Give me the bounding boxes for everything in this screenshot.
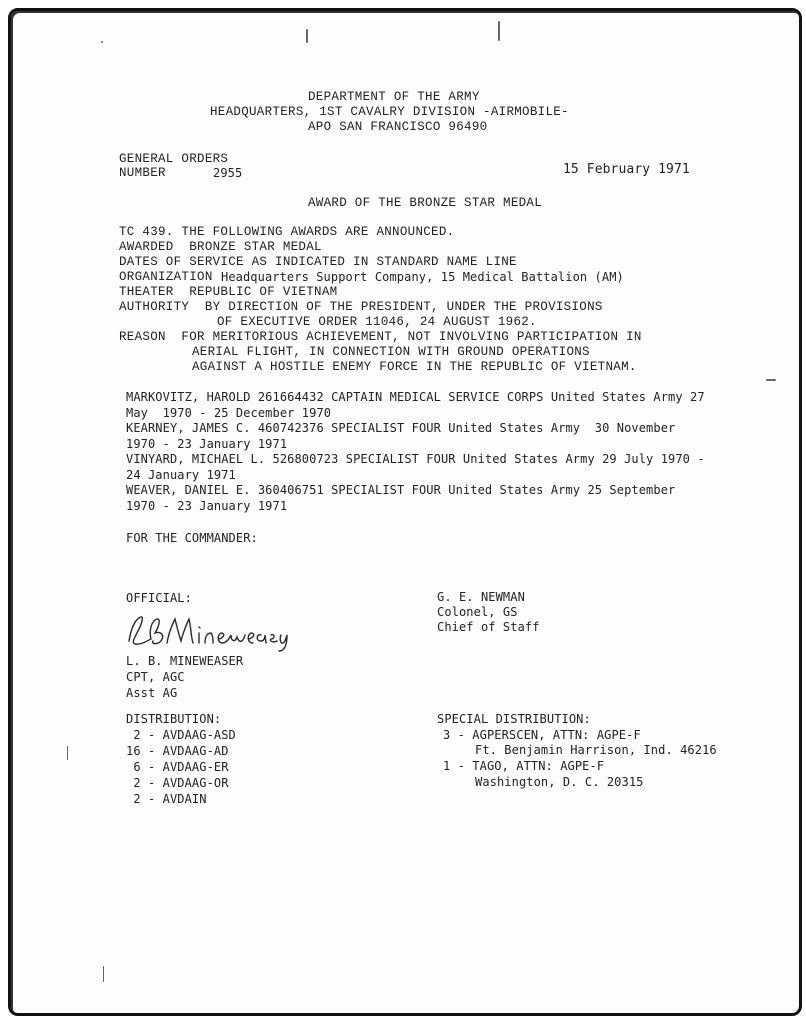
recipient-line: 1970 - 23 January 1971 [126, 499, 288, 513]
theater-line: THEATER REPUBLIC OF VIETNAM [119, 285, 338, 299]
order-title: AWARD OF THE BRONZE STAR MEDAL [308, 196, 543, 210]
special-distribution-label: SPECIAL DISTRIBUTION: [437, 712, 591, 726]
organization-label: ORGANIZATION [119, 270, 213, 284]
official-name: L. B. MINEWEASER [126, 654, 244, 668]
tc-line: TC 439. THE FOLLOWING AWARDS ARE ANNOUNCED. [119, 225, 455, 239]
recipient-line: 24 January 1971 [126, 468, 236, 482]
authority-line-2: OF EXECUTIVE ORDER 11046, 24 AUGUST 1962. [217, 315, 537, 329]
scan-speck [101, 41, 103, 43]
recipient-line: KEARNEY, JAMES C. 460742376 SPECIALIST FOUR United States Army 30 November [126, 421, 676, 435]
recipient-line: VINYARD, MICHAEL L. 526800723 SPECIALIST FOUR United States Army 29 July 1970 - [126, 452, 705, 466]
distribution-item: 2 - AVDAAG-OR [126, 776, 229, 790]
organization-value: Headquarters Support Company, 15 Medical Battalion (AM) [221, 270, 624, 284]
scan-speck [766, 379, 776, 381]
scan-speck [67, 746, 68, 760]
header-apo: APO SAN FRANCISCO 96490 [308, 120, 488, 134]
commander-title: Chief of Staff [437, 620, 540, 634]
commander-rank: Colonel, GS [437, 605, 518, 619]
distribution-item: 16 - AVDAAG-AD [126, 744, 229, 758]
awarded-line: AWARDED BRONZE STAR MEDAL [119, 240, 322, 254]
document-page [8, 8, 802, 1016]
header-headquarters: HEADQUARTERS, 1ST CAVALRY DIVISION -AIRMOBILE- [210, 105, 569, 119]
scan-speck [306, 29, 308, 43]
official-title: Asst AG [126, 686, 178, 700]
recipient-line: 1970 - 23 January 1971 [126, 437, 288, 451]
special-distribution-line: 3 - AGPERSCEN, ATTN: AGPE-F [443, 728, 641, 742]
special-distribution-line: 1 - TAGO, ATTN: AGPE-F [443, 759, 605, 773]
special-distribution-line: Washington, D. C. 20315 [475, 775, 644, 789]
authority-line-1: AUTHORITY BY DIRECTION OF THE PRESIDENT, UNDER THE PROVISIONS [119, 300, 603, 314]
recipient-line: May 1970 - 25 December 1970 [126, 406, 332, 420]
official-rank: CPT, AGC [126, 670, 185, 684]
official-label: OFFICIAL: [126, 591, 192, 605]
for-commander: FOR THE COMMANDER: [126, 531, 258, 545]
number-label: NUMBER [119, 166, 166, 180]
reason-line-3: AGAINST A HOSTILE ENEMY FORCE IN THE REPUBLIC OF VIETNAM. [192, 360, 637, 374]
distribution-item: 6 - AVDAAG-ER [126, 760, 229, 774]
recipient-line: MARKOVITZ, HAROLD 261664432 CAPTAIN MEDICAL SERVICE CORPS United States Army 27 [126, 390, 705, 404]
recipient-line: WEAVER, DANIEL E. 360406751 SPECIALIST FOUR United States Army 25 September [126, 483, 676, 497]
reason-line-2: AERIAL FLIGHT, IN CONNECTION WITH GROUND OPERATIONS [192, 345, 590, 359]
scan-speck [103, 966, 104, 982]
official-signature [121, 611, 301, 658]
distribution-item: 2 - AVDAAG-ASD [126, 728, 236, 742]
header-department: DEPARTMENT OF THE ARMY [308, 90, 480, 104]
general-orders-label: GENERAL ORDERS [119, 152, 229, 166]
distribution-item: 2 - AVDAIN [126, 792, 207, 806]
order-date: 15 February 1971 [563, 162, 690, 177]
special-distribution-line: Ft. Benjamin Harrison, Ind. 46216 [475, 743, 717, 757]
reason-line-1: REASON FOR MERITORIOUS ACHIEVEMENT, NOT INVOLVING PARTICIPATION IN [119, 330, 642, 344]
dates-line: DATES OF SERVICE AS INDICATED IN STANDARD NAME LINE [119, 255, 517, 269]
scan-speck [498, 21, 500, 41]
order-number: 2955 [213, 166, 243, 180]
commander-name: G. E. NEWMAN [437, 590, 525, 604]
distribution-label: DISTRIBUTION: [126, 712, 222, 726]
